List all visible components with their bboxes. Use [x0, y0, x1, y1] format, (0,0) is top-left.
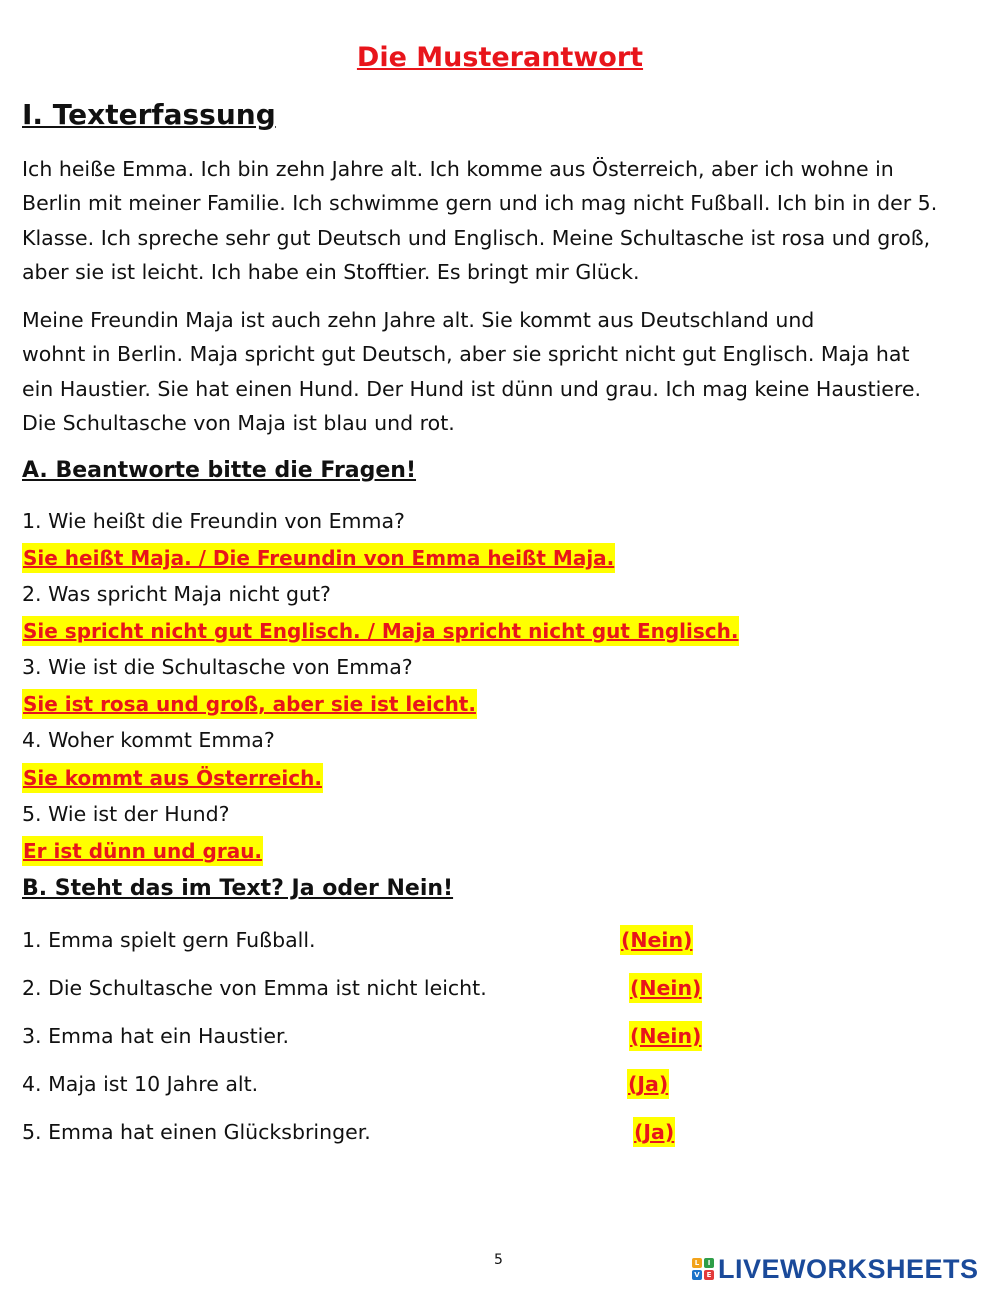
statement-1: 1. Emma spielt gern Fußball. — [22, 928, 316, 952]
answer-field-1[interactable]: Sie heißt Maja. / Die Freundin von Emma heißt Maja. — [22, 543, 615, 573]
reading-paragraph-2 — [22, 303, 972, 440]
ja-nein-field-3[interactable]: (Nein) — [629, 1021, 702, 1051]
answer-field-2[interactable]: Sie spricht nicht gut Englisch. / Maja spricht nicht gut Englisch. — [22, 616, 739, 646]
liveworksheets-blocks-icon: L I V E — [692, 1258, 714, 1280]
paragraph-line: Berlin mit meiner Familie. Ich schwimme gern und ich mag nicht Fußball. Ich bin in der 5. — [22, 191, 938, 216]
paragraph-line: aber sie ist leicht. Ich habe ein Stofftier. Es bringt mir Glück. — [22, 259, 640, 284]
paragraph-line: Die Schultasche von Maja ist blau und rot. — [22, 410, 455, 435]
paragraph-line: ein Haustier. Sie hat einen Hund. Der Hund ist dünn und grau. Ich mag keine Haustiere. — [22, 376, 922, 401]
statement-3: 3. Emma hat ein Haustier. — [22, 1024, 290, 1048]
answer-field-5[interactable]: Er ist dünn und grau. — [22, 836, 263, 866]
ja-nein-field-2[interactable]: (Nein) — [629, 973, 702, 1003]
section-heading-b: B. Steht das im Text? Ja oder Nein! — [22, 876, 454, 901]
reading-paragraph-1 — [22, 152, 972, 289]
answer-field-3[interactable]: Sie ist rosa und groß, aber sie ist leicht. — [22, 689, 477, 719]
question-3: 3. Wie ist die Schultasche von Emma? — [22, 655, 413, 679]
question-5: 5. Wie ist der Hund? — [22, 802, 230, 826]
question-1: 1. Wie heißt die Freundin von Emma? — [22, 509, 405, 533]
ja-nein-field-5[interactable]: (Ja) — [633, 1117, 675, 1147]
section-heading-a: A. Beantworte bitte die Fragen! — [22, 458, 417, 483]
statement-4: 4. Maja ist 10 Jahre alt. — [22, 1072, 259, 1096]
section-heading-texterfassung: I. Texterfassung — [22, 98, 276, 131]
question-2: 2. Was spricht Maja nicht gut? — [22, 582, 331, 606]
liveworksheets-logo[interactable] — [692, 1254, 979, 1284]
paragraph-line: Ich heiße Emma. Ich bin zehn Jahre alt. Ich komme aus Österreich, aber ich wohne in — [22, 157, 894, 181]
logo-text: LIVEWORKSHEETS — [718, 1253, 979, 1284]
statement-2: 2. Die Schultasche von Emma ist nicht leicht. — [22, 976, 487, 1000]
ja-nein-field-4[interactable]: (Ja) — [627, 1069, 669, 1099]
ja-nein-field-1[interactable]: (Nein) — [620, 925, 693, 955]
paragraph-line: wohnt in Berlin. Maja spricht gut Deutsch, aber sie spricht nicht gut Englisch. Maja hat — [22, 342, 910, 367]
question-4: 4. Woher kommt Emma? — [22, 728, 275, 752]
statement-5: 5. Emma hat einen Glücksbringer. — [22, 1120, 371, 1144]
paragraph-line: Meine Freundin Maja ist auch zehn Jahre alt. Sie kommt aus Deutschland und — [22, 308, 815, 332]
page-number: 5 — [494, 1252, 503, 1268]
page-title: Die Musterantwort — [356, 42, 644, 73]
answer-field-4[interactable]: Sie kommt aus Österreich. — [22, 763, 323, 793]
paragraph-line: Klasse. Ich spreche sehr gut Deutsch und Englisch. Meine Schultasche ist rosa und groß, — [22, 225, 931, 250]
